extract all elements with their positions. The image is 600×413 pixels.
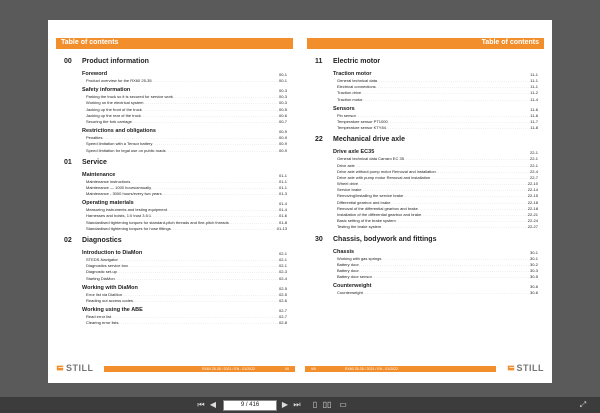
toc-entry-page: 00-3 — [278, 94, 287, 100]
dot-leader — [152, 78, 279, 84]
section-heading[interactable] — [64, 159, 287, 169]
toc-entry-page: 11-6 — [530, 112, 538, 118]
toc-entry-title: Read error list — [86, 314, 112, 320]
toc-entry-title: Temperature sensor KTY84 — [337, 125, 386, 131]
toc-entry-page: 02-4 — [278, 275, 287, 281]
toc-entry-page: 00-5 — [278, 106, 287, 112]
toc-entry-title: Battery door — [337, 267, 359, 273]
toc-entry-title: Removing/installing the service brake — [337, 193, 404, 199]
toc-entry-title: Counterweight — [337, 290, 363, 296]
subsection-title: Traction motor — [333, 71, 372, 77]
toc-entry-page: 01-1 — [278, 184, 287, 190]
header-title: Table of contents — [481, 39, 539, 46]
dot-leader — [363, 290, 530, 296]
footer-page: VII — [284, 367, 289, 371]
section-title: Mechanical drive axle — [333, 136, 405, 144]
dot-leader — [118, 320, 279, 326]
section-heading[interactable] — [64, 58, 287, 68]
toc-entry-page: 01-8 — [278, 219, 287, 225]
toc-entry[interactable] — [86, 78, 287, 84]
toc-entry[interactable] — [86, 119, 287, 125]
dot-leader — [132, 119, 279, 125]
toc-entry-title: Error list via DiaMon — [86, 291, 123, 297]
toc-entry[interactable] — [86, 276, 287, 282]
toc-entry-page: 22-4 — [529, 168, 538, 174]
footer-page: VIII — [311, 367, 317, 371]
viewer-toolbar — [0, 397, 600, 413]
footer-text: RX60 25-35 / 2021 / EN - 01/2022 — [202, 367, 255, 371]
toc-entry-title: Maintenance - 3000 hours/every two years — [86, 191, 162, 197]
toc-entry-title: Service brake — [337, 187, 362, 193]
subsection-heading[interactable] — [333, 283, 538, 290]
subsection-page: 22-1 — [529, 150, 538, 156]
section-title: Electric motor — [333, 58, 381, 65]
subsection-heading[interactable] — [82, 307, 287, 314]
toc-entry-page: 00-6 — [278, 112, 287, 118]
header-title: Table of contents — [61, 39, 119, 46]
section-number: 22 — [315, 136, 323, 144]
toc-entry-page: 00-9 — [278, 147, 287, 153]
section-heading[interactable] — [315, 136, 538, 146]
toc-entry-page: 00-7 — [278, 118, 287, 124]
toc-entry-title: General technical data Carraro EC 35 — [337, 156, 404, 162]
subsection-title: Working using the ABE — [82, 307, 143, 314]
toc-entry-page: 11-2 — [530, 90, 538, 96]
toc-entry-page: 01-6 — [278, 213, 287, 219]
subsection-page: 11-6 — [530, 106, 538, 112]
toc-entry-title: Wheel drive — [337, 181, 359, 187]
two-up-icon[interactable]: ▭ — [339, 400, 347, 409]
toc-entry-title: Traction motor — [337, 96, 363, 102]
toc-entry-page: 22-18 — [527, 199, 538, 205]
toc-entry-title: Harnesses and hoists, 1:0 trust 3.5:1 — [86, 213, 152, 219]
toc-entry-title: Battery door sensor — [337, 274, 372, 280]
dot-leader — [162, 191, 279, 197]
toc-entry-page: 00-1 — [278, 78, 287, 83]
still-logo: STILL — [56, 363, 94, 373]
subsection-page: 30-6 — [529, 284, 538, 290]
subsection-title: Sensors — [333, 105, 355, 112]
subsection-title: Operating materials — [82, 200, 134, 207]
subsection-heading[interactable] — [82, 87, 287, 94]
subsection-page: 02-7 — [278, 308, 287, 314]
toc-entry[interactable] — [86, 148, 287, 154]
section-title: Diagnostics — [82, 237, 122, 244]
toc-entry-page: 30-1 — [529, 255, 538, 261]
fullscreen-icon[interactable]: ⤢ — [579, 400, 587, 409]
toc-entry-page: 11-4 — [530, 96, 538, 102]
subsection-title: Restrictions and obligations — [82, 128, 156, 135]
header-bar — [307, 38, 544, 49]
subsection-title: Maintenance — [82, 171, 116, 178]
section-number: 02 — [64, 237, 72, 244]
toc-entry-page: 02-3 — [278, 269, 287, 275]
subsection-title: Safety information — [82, 87, 131, 94]
dot-leader — [381, 224, 528, 230]
footer-bar — [104, 366, 295, 372]
subsection-page: 01-4 — [278, 201, 287, 207]
toc-entry-title: Battery door — [337, 261, 359, 267]
left-page — [48, 20, 301, 383]
toc-entry-title: General technical data — [337, 78, 378, 83]
subsection-heading[interactable] — [333, 71, 538, 78]
dot-leader — [166, 148, 279, 154]
toc-entry-page: 22-10 — [527, 181, 538, 187]
subsection-page: 11-1 — [530, 72, 538, 77]
toc-entry-title: Standardised tightening torques for standard-pitch threads and fine-pitch threads — [86, 219, 229, 225]
toc-right — [315, 58, 538, 297]
subsection-heading[interactable] — [333, 249, 538, 256]
dot-leader — [363, 97, 531, 103]
toc-entry-page: 02-5 — [278, 291, 287, 297]
toc-entry-title: Basic setting of the brake system — [337, 218, 396, 224]
toc-entry-title: Measuring instruments and testing equipment — [86, 207, 167, 213]
subsection-heading[interactable] — [82, 172, 287, 179]
toc-entry-page: 30-3 — [529, 267, 538, 273]
toc-entry-page: 11-8 — [530, 125, 538, 131]
subsection-heading[interactable] — [82, 71, 287, 78]
toc-entry-title: Working with gas springs — [337, 255, 382, 261]
toc-entry[interactable] — [337, 125, 538, 131]
subsection-title: Counterweight — [333, 283, 372, 290]
toc-entry-title: Product overview for the RX60 25-35 — [86, 78, 152, 83]
toc-entry-page: 22-1 — [529, 156, 538, 162]
subsection-heading[interactable] — [82, 250, 287, 257]
toc-entry-title: Pin sensor — [337, 112, 356, 118]
still-logo: STILL — [507, 363, 545, 373]
toc-entry-title: Drive axle without pump motor Removal and installation — [337, 168, 436, 174]
toc-entry-page: 00-3 — [278, 100, 287, 106]
right-page — [299, 20, 552, 383]
footer — [54, 363, 295, 375]
toc-entry-title: Working on the electrical system — [86, 100, 144, 106]
footer-text: RX60 25-35 / 2021 / EN - 01/2022 — [345, 367, 398, 371]
toc-entry[interactable] — [337, 290, 538, 296]
toc-entry-title: Jacking up the front of the truck — [86, 106, 142, 112]
first-page-icon[interactable]: ⏮ — [197, 400, 205, 409]
subsection-heading[interactable] — [333, 149, 538, 156]
footer-bar — [305, 366, 496, 372]
section-title: Product information — [82, 58, 149, 65]
toc-entry-title: Parking the truck so it is secured for service work — [86, 94, 173, 100]
toc-entry-title: Drive axle with pump motor Removal and installation — [337, 174, 431, 180]
toc-entry-page: 02-1 — [278, 257, 287, 262]
still-logo-mark — [56, 364, 64, 372]
section-heading[interactable] — [64, 237, 287, 247]
toc-entry-page: 11-1 — [530, 78, 538, 83]
subsection-title: Working with DiaMon — [82, 284, 138, 291]
subsection-title: Introduction to DiaMon — [82, 250, 143, 256]
section-title: Service — [82, 158, 107, 166]
section-number: 11 — [315, 58, 323, 65]
toc-entry-page: 22-7 — [529, 174, 538, 180]
toc-entry-page: 30-6 — [529, 290, 538, 296]
toc-entry-page: 02-6 — [278, 297, 287, 303]
toc-entry-title: Penalties — [86, 135, 103, 141]
toc-entry-title: Differential gearbox and brake — [337, 199, 391, 205]
prev-page-icon[interactable]: ◀ — [209, 400, 217, 409]
toc-entry-title: Starting DiaMon — [86, 275, 115, 281]
section-number: 01 — [64, 158, 72, 166]
toc-entry-page: 01-3 — [278, 191, 287, 197]
toc-entry-page: 22-18 — [527, 205, 538, 211]
footer — [305, 363, 546, 375]
subsection-title: Drive axle EC35 — [333, 149, 375, 156]
header-bar — [56, 38, 293, 49]
toc-entry-page: 22-14 — [527, 187, 538, 193]
toc-entry-title: Clearing error lists — [86, 320, 119, 326]
toc-entry[interactable] — [86, 298, 287, 304]
toc-entry-title: Speed limitation with a Tensor battery — [86, 141, 153, 147]
toc-entry-title: Maintenance — 1000 hours/annually — [86, 184, 152, 190]
subsection-page: 00-3 — [278, 88, 287, 94]
subsection-page: 01-1 — [278, 172, 287, 178]
section-title: Chassis, bodywork and fittings — [333, 235, 437, 243]
toc-entry-page: 02-7 — [278, 314, 287, 320]
subsection-page: 00-1 — [278, 72, 287, 77]
section-number: 00 — [64, 58, 72, 65]
toc-entry-title: Speed limitation for legal use on public roads — [86, 147, 166, 153]
still-logo-mark — [507, 364, 515, 372]
subsection-page: 02-1 — [278, 251, 287, 256]
toc-entry-page: 22-21 — [527, 212, 538, 217]
toc-entry-title: Maintenance instructions — [86, 178, 131, 184]
toc-entry-title: Jacking up the rear of the truck — [86, 112, 141, 118]
toc-entry-page: 00-9 — [278, 135, 287, 141]
toc-entry-page: 11-7 — [530, 118, 538, 124]
subsection-heading[interactable] — [82, 128, 287, 135]
toc-entry-page: 02-8 — [278, 320, 287, 326]
toc-entry[interactable] — [337, 97, 538, 103]
toc-left — [64, 58, 287, 327]
toc-entry[interactable] — [337, 224, 538, 230]
toc-entry-page: 00-9 — [278, 141, 287, 147]
subsection-page: 30-1 — [529, 249, 538, 255]
toc-entry-title: Diagnostic set-up — [86, 269, 117, 275]
toc-entry-title: Reading out access codes — [86, 297, 133, 303]
toc-entry-page: 22-27 — [527, 224, 538, 230]
subsection-title: Chassis — [333, 248, 355, 255]
section-heading[interactable] — [315, 58, 538, 68]
single-page-icon[interactable]: ▯ — [312, 400, 318, 409]
dot-leader — [133, 298, 279, 304]
toc-entry-title: Installation of the differential gearbox and brake — [337, 212, 422, 217]
subsection-heading[interactable] — [82, 285, 287, 292]
toc-entry-title: Testing the brake system — [337, 224, 382, 230]
subsection-page: 02-5 — [278, 285, 287, 291]
toc-entry[interactable] — [86, 320, 287, 326]
dot-leader — [171, 226, 277, 232]
subsection-page: 00-9 — [278, 129, 287, 135]
double-page-icon[interactable]: ▯▯ — [322, 400, 332, 409]
subsection-heading[interactable] — [333, 106, 538, 113]
subsection-heading[interactable] — [82, 200, 287, 207]
next-page-icon[interactable]: ▶ — [281, 400, 289, 409]
toc-entry[interactable] — [86, 191, 287, 197]
section-heading[interactable] — [315, 236, 538, 246]
page-number-input[interactable]: 9 / 416 — [223, 400, 277, 411]
toc-entry-title: Securing the fork carriage — [86, 118, 132, 124]
toc-entry-title: Diagnostics service box — [86, 263, 129, 269]
toc-entry-page: 22-24 — [527, 218, 538, 224]
toc-entry-page: 11-1 — [530, 84, 538, 90]
toc-entry-title: Temperature sensor PT1000 — [337, 118, 388, 124]
toc-entry-page: 30-5 — [529, 274, 538, 280]
toc-entry-title: Standardised tightening torques for hose fittings — [86, 225, 171, 231]
dot-leader — [115, 276, 279, 282]
toc-entry[interactable] — [337, 274, 538, 280]
toc-entry-title: STEDS-Navigator — [86, 257, 118, 262]
section-number: 30 — [315, 235, 323, 243]
toc-entry-title: Removal of the differential gearbox and brake — [337, 205, 418, 211]
toc-entry-title: Electrical connections — [337, 84, 376, 90]
dot-leader — [372, 274, 530, 280]
toc-entry-page: 30-2 — [529, 261, 538, 267]
dot-leader — [386, 125, 530, 131]
last-page-icon[interactable]: ⏭ — [293, 400, 301, 409]
toc-entry-page: 22-1 — [529, 162, 538, 168]
toc-entry-page: 01-13 — [276, 225, 287, 231]
toc-entry-page: 01-4 — [278, 207, 287, 213]
toc-entry-title: Traction drive — [337, 90, 362, 96]
toc-entry-title: Drive axle — [337, 162, 355, 168]
subsection-title: Foreword — [82, 71, 108, 77]
toc-entry[interactable] — [86, 226, 287, 232]
toc-entry-page: 01-1 — [278, 178, 287, 184]
toc-entry-page: 02-1 — [278, 263, 287, 269]
toc-entry-page: 22-15 — [527, 193, 538, 199]
